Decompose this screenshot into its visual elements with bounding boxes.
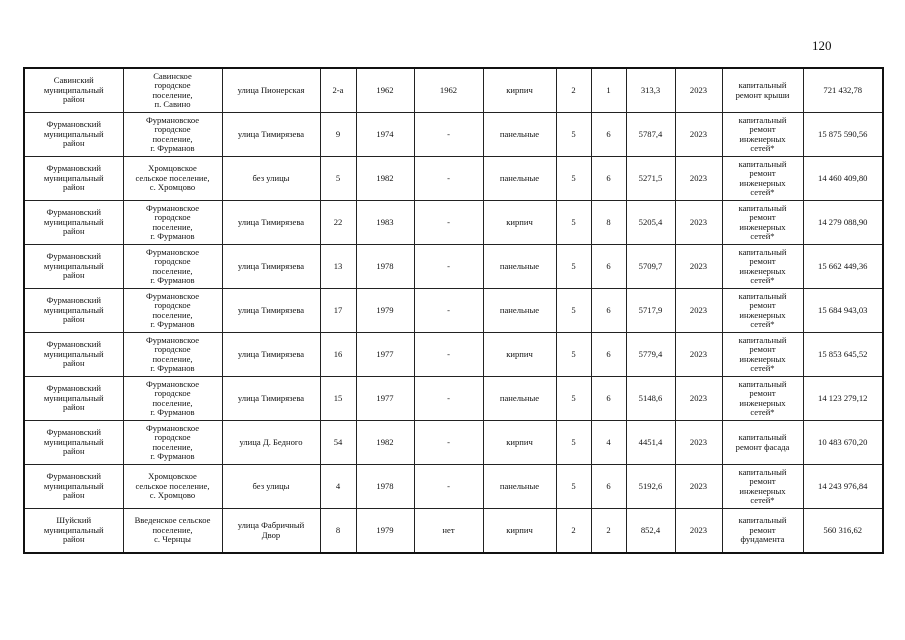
street-cell: улица Тимирязева — [222, 289, 320, 333]
repair-cost-cell: 15 875 590,56 — [803, 113, 883, 157]
street-cell: улица Тимирязева — [222, 333, 320, 377]
repair-type-cell: капитальный ремонт инженерных сетей* — [722, 289, 803, 333]
municipal-district-cell: Фурмановский муниципальный район — [24, 245, 123, 289]
repair-cost-cell: 14 123 279,12 — [803, 377, 883, 421]
entrances-cell: 1 — [591, 68, 626, 113]
municipal-district-cell: Фурмановский муниципальный район — [24, 333, 123, 377]
entrances-cell: 6 — [591, 377, 626, 421]
municipal-district-cell: Фурмановский муниципальный район — [24, 289, 123, 333]
table-row — [24, 509, 883, 554]
reconstruction-year-cell: - — [414, 113, 483, 157]
street-cell: без улицы — [222, 157, 320, 201]
total-area-cell: 5787,4 — [626, 113, 675, 157]
total-area-cell: 5717,9 — [626, 289, 675, 333]
construction-year-cell: 1977 — [356, 333, 414, 377]
settlement-cell: Хромцовское сельское поселение, с. Хромцово — [123, 157, 222, 201]
wall-material-cell: кирпич — [483, 509, 556, 554]
settlement-cell: Фурмановское городское поселение, г. Фурманов — [123, 201, 222, 245]
total-area-cell: 5192,6 — [626, 465, 675, 509]
floors-cell: 5 — [556, 333, 591, 377]
construction-year-cell: 1977 — [356, 377, 414, 421]
repair-cost-cell: 15 684 943,03 — [803, 289, 883, 333]
reconstruction-year-cell: - — [414, 289, 483, 333]
repair-type-cell: капитальный ремонт инженерных сетей* — [722, 245, 803, 289]
reconstruction-year-cell: 1962 — [414, 68, 483, 113]
house-number-cell: 9 — [320, 113, 356, 157]
repair-cost-cell: 14 460 409,80 — [803, 157, 883, 201]
entrances-cell: 6 — [591, 245, 626, 289]
construction-year-cell: 1962 — [356, 68, 414, 113]
entrances-cell: 6 — [591, 333, 626, 377]
total-area-cell: 4451,4 — [626, 421, 675, 465]
floors-cell: 5 — [556, 201, 591, 245]
repair-year-cell: 2023 — [675, 509, 722, 554]
wall-material-cell: кирпич — [483, 201, 556, 245]
street-cell: улица Тимирязева — [222, 201, 320, 245]
repair-cost-cell: 10 483 670,20 — [803, 421, 883, 465]
wall-material-cell: панельные — [483, 113, 556, 157]
street-cell: улица Пионерская — [222, 68, 320, 113]
repair-cost-cell: 15 662 449,36 — [803, 245, 883, 289]
floors-cell: 5 — [556, 377, 591, 421]
repair-type-cell: капитальный ремонт инженерных сетей* — [722, 333, 803, 377]
construction-year-cell: 1982 — [356, 421, 414, 465]
house-number-cell: 13 — [320, 245, 356, 289]
table-row — [24, 333, 883, 377]
entrances-cell: 4 — [591, 421, 626, 465]
entrances-cell: 6 — [591, 113, 626, 157]
wall-material-cell: панельные — [483, 465, 556, 509]
repair-year-cell: 2023 — [675, 465, 722, 509]
construction-year-cell: 1983 — [356, 201, 414, 245]
house-number-cell: 4 — [320, 465, 356, 509]
repair-year-cell: 2023 — [675, 157, 722, 201]
building-registry-table — [23, 67, 884, 554]
reconstruction-year-cell: - — [414, 245, 483, 289]
floors-cell: 5 — [556, 245, 591, 289]
wall-material-cell: панельные — [483, 377, 556, 421]
municipal-district-cell: Шуйский муниципальный район — [24, 509, 123, 554]
table-row — [24, 113, 883, 157]
settlement-cell: Хромцовское сельское поселение, с. Хромцово — [123, 465, 222, 509]
floors-cell: 5 — [556, 289, 591, 333]
settlement-cell: Фурмановское городское поселение, г. Фурманов — [123, 289, 222, 333]
total-area-cell: 5205,4 — [626, 201, 675, 245]
repair-cost-cell: 14 279 088,90 — [803, 201, 883, 245]
street-cell: улица Тимирязева — [222, 377, 320, 421]
entrances-cell: 6 — [591, 465, 626, 509]
table-row — [24, 465, 883, 509]
table-row — [24, 157, 883, 201]
municipal-district-cell: Савинский муниципальный район — [24, 68, 123, 113]
street-cell: улица Фабричный Двор — [222, 509, 320, 554]
total-area-cell: 5709,7 — [626, 245, 675, 289]
table-row — [24, 377, 883, 421]
table-row — [24, 201, 883, 245]
construction-year-cell: 1978 — [356, 465, 414, 509]
repair-year-cell: 2023 — [675, 201, 722, 245]
street-cell: улица Тимирязева — [222, 113, 320, 157]
construction-year-cell: 1979 — [356, 509, 414, 554]
repair-year-cell: 2023 — [675, 68, 722, 113]
municipal-district-cell: Фурмановский муниципальный район — [24, 157, 123, 201]
total-area-cell: 5271,5 — [626, 157, 675, 201]
table-body — [24, 68, 883, 553]
wall-material-cell: панельные — [483, 245, 556, 289]
repair-year-cell: 2023 — [675, 113, 722, 157]
repair-cost-cell: 560 316,62 — [803, 509, 883, 554]
floors-cell: 5 — [556, 421, 591, 465]
repair-year-cell: 2023 — [675, 333, 722, 377]
repair-type-cell: капитальный ремонт инженерных сетей* — [722, 157, 803, 201]
house-number-cell: 8 — [320, 509, 356, 554]
reconstruction-year-cell: - — [414, 421, 483, 465]
repair-cost-cell: 14 243 976,84 — [803, 465, 883, 509]
repair-type-cell: капитальный ремонт фундамента — [722, 509, 803, 554]
construction-year-cell: 1974 — [356, 113, 414, 157]
repair-year-cell: 2023 — [675, 245, 722, 289]
house-number-cell: 22 — [320, 201, 356, 245]
house-number-cell: 15 — [320, 377, 356, 421]
repair-type-cell: капитальный ремонт инженерных сетей* — [722, 113, 803, 157]
wall-material-cell: кирпич — [483, 421, 556, 465]
house-number-cell: 54 — [320, 421, 356, 465]
municipal-district-cell: Фурмановский муниципальный район — [24, 421, 123, 465]
floors-cell: 2 — [556, 68, 591, 113]
total-area-cell: 5779,4 — [626, 333, 675, 377]
settlement-cell: Фурмановское городское поселение, г. Фурманов — [123, 113, 222, 157]
street-cell: улица Тимирязева — [222, 245, 320, 289]
wall-material-cell: кирпич — [483, 68, 556, 113]
entrances-cell: 6 — [591, 157, 626, 201]
table-row — [24, 68, 883, 113]
settlement-cell: Савинское городское поселение, п. Савино — [123, 68, 222, 113]
repair-type-cell: капитальный ремонт фасада — [722, 421, 803, 465]
municipal-district-cell: Фурмановский муниципальный район — [24, 113, 123, 157]
entrances-cell: 6 — [591, 289, 626, 333]
street-cell: без улицы — [222, 465, 320, 509]
wall-material-cell: панельные — [483, 289, 556, 333]
street-cell: улица Д. Бедного — [222, 421, 320, 465]
wall-material-cell: кирпич — [483, 333, 556, 377]
floors-cell: 5 — [556, 113, 591, 157]
municipal-district-cell: Фурмановский муниципальный район — [24, 377, 123, 421]
reconstruction-year-cell: - — [414, 377, 483, 421]
house-number-cell: 2-а — [320, 68, 356, 113]
municipal-district-cell: Фурмановский муниципальный район — [24, 465, 123, 509]
reconstruction-year-cell: - — [414, 157, 483, 201]
total-area-cell: 313,3 — [626, 68, 675, 113]
reconstruction-year-cell: нет — [414, 509, 483, 554]
repair-year-cell: 2023 — [675, 421, 722, 465]
page-number: 120 — [812, 38, 832, 53]
house-number-cell: 16 — [320, 333, 356, 377]
repair-type-cell: капитальный ремонт крыши — [722, 68, 803, 113]
total-area-cell: 5148,6 — [626, 377, 675, 421]
floors-cell: 5 — [556, 157, 591, 201]
reconstruction-year-cell: - — [414, 333, 483, 377]
house-number-cell: 5 — [320, 157, 356, 201]
table-row — [24, 245, 883, 289]
construction-year-cell: 1979 — [356, 289, 414, 333]
municipal-district-cell: Фурмановский муниципальный район — [24, 201, 123, 245]
repair-type-cell: капитальный ремонт инженерных сетей* — [722, 465, 803, 509]
construction-year-cell: 1982 — [356, 157, 414, 201]
settlement-cell: Фурмановское городское поселение, г. Фурманов — [123, 377, 222, 421]
entrances-cell: 8 — [591, 201, 626, 245]
floors-cell: 2 — [556, 509, 591, 554]
wall-material-cell: панельные — [483, 157, 556, 201]
repair-year-cell: 2023 — [675, 289, 722, 333]
reconstruction-year-cell: - — [414, 201, 483, 245]
repair-type-cell: капитальный ремонт инженерных сетей* — [722, 377, 803, 421]
repair-type-cell: капитальный ремонт инженерных сетей* — [722, 201, 803, 245]
repair-cost-cell: 721 432,78 — [803, 68, 883, 113]
table-row — [24, 289, 883, 333]
floors-cell: 5 — [556, 465, 591, 509]
house-number-cell: 17 — [320, 289, 356, 333]
settlement-cell: Фурмановское городское поселение, г. Фурманов — [123, 333, 222, 377]
reconstruction-year-cell: - — [414, 465, 483, 509]
table-row — [24, 421, 883, 465]
repair-year-cell: 2023 — [675, 377, 722, 421]
total-area-cell: 852,4 — [626, 509, 675, 554]
settlement-cell: Фурмановское городское поселение, г. Фурманов — [123, 245, 222, 289]
settlement-cell: Фурмановское городское поселение, г. Фурманов — [123, 421, 222, 465]
repair-cost-cell: 15 853 645,52 — [803, 333, 883, 377]
entrances-cell: 2 — [591, 509, 626, 554]
settlement-cell: Введенское сельское поселение, с. Чернцы — [123, 509, 222, 554]
construction-year-cell: 1978 — [356, 245, 414, 289]
